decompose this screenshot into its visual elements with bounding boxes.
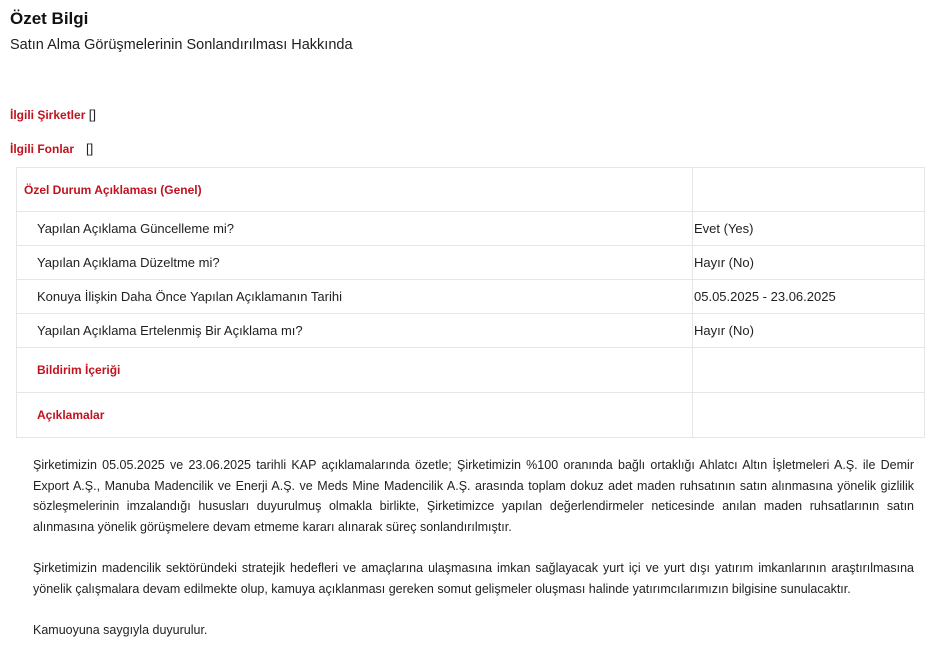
row-value-deferred: Hayır (No) <box>693 314 925 348</box>
notification-content-label: Bildirim İçeriği <box>17 348 693 393</box>
related-companies <box>10 107 96 122</box>
closing-statement: Kamuoyuna saygıyla duyurulur. <box>33 623 208 637</box>
table-row <box>17 314 925 348</box>
explanation-paragraph-1: Şirketimizin 05.05.2025 ve 23.06.2025 tarihli KAP açıklamalarında özetle; Şirketimizin %100 oranında bağlı ortaklığı Ahlatcı Altın İşletmeleri A.Ş. ile Demir Export A.Ş., Manuba Madencilik ve Enerji A.Ş. ve Meds Mine Madencilik A.Ş. arasında toplam dokuz adet maden ruhsatının satın alınmasına yönelik gizlilik sözleşmelerinin imzalandığı hususları duyurulmuş olmakla birlikte, Şirketimizce yapılan değerlendirmeler neticesinde anılan maden ruhsatlarının satın alınmasına yönelik görüşmelere devam etmeme kararı alınarak süreç sonlandırılmıştır. <box>33 458 914 534</box>
row-label-update: Yapılan Açıklama Güncelleme mi? <box>17 212 693 246</box>
explanations-label: Açıklamalar <box>17 393 693 438</box>
summary-subtitle: Satın Alma Görüşmelerinin Sonlandırılması Hakkında <box>10 37 353 53</box>
summary-title: Özet Bilgi <box>10 9 89 28</box>
table-row <box>17 280 925 314</box>
section-title: Özel Durum Açıklaması (Genel) <box>17 168 693 212</box>
related-companies-label[interactable]: İlgili Şirketler <box>10 108 86 122</box>
row-label-previous-date: Konuya İlişkin Daha Önce Yapılan Açıklamanın Tarihi <box>17 280 693 314</box>
related-companies-value: [] <box>88 107 96 122</box>
section-title-empty-cell <box>693 168 925 212</box>
row-value-previous-date: 05.05.2025 - 23.06.2025 <box>693 280 925 314</box>
row-value-update: Evet (Yes) <box>693 212 925 246</box>
notification-content-row <box>17 348 925 393</box>
explanation-paragraph-2: Şirketimizin madencilik sektöründeki stratejik hedefleri ve amaçlarına ulaşmasına imkan sağlayacak yurt içi ve yurt dışı yatırım imkanlarının araştırılmasına yönelik çalışmalara devam edilmekte olup, kamuya açıklanması gereken somut gelişmeler oluşması halinde yatırımcılarımızın bilgisine sunulacaktır. <box>33 561 914 596</box>
related-funds <box>10 141 93 156</box>
row-label-deferred: Yapılan Açıklama Ertelenmiş Bir Açıklama mı? <box>17 314 693 348</box>
related-funds-value: [] <box>86 141 94 156</box>
row-value-correction: Hayır (No) <box>693 246 925 280</box>
table-section-header <box>17 168 925 212</box>
row-label-correction: Yapılan Açıklama Düzeltme mi? <box>17 246 693 280</box>
table-row <box>17 246 925 280</box>
disclosure-table <box>16 167 925 438</box>
related-funds-label[interactable]: İlgili Fonlar <box>10 142 75 156</box>
explanation-body <box>33 455 914 641</box>
explanations-empty-cell <box>693 393 925 438</box>
explanations-row <box>17 393 925 438</box>
notification-content-empty-cell <box>693 348 925 393</box>
table-row <box>17 212 925 246</box>
